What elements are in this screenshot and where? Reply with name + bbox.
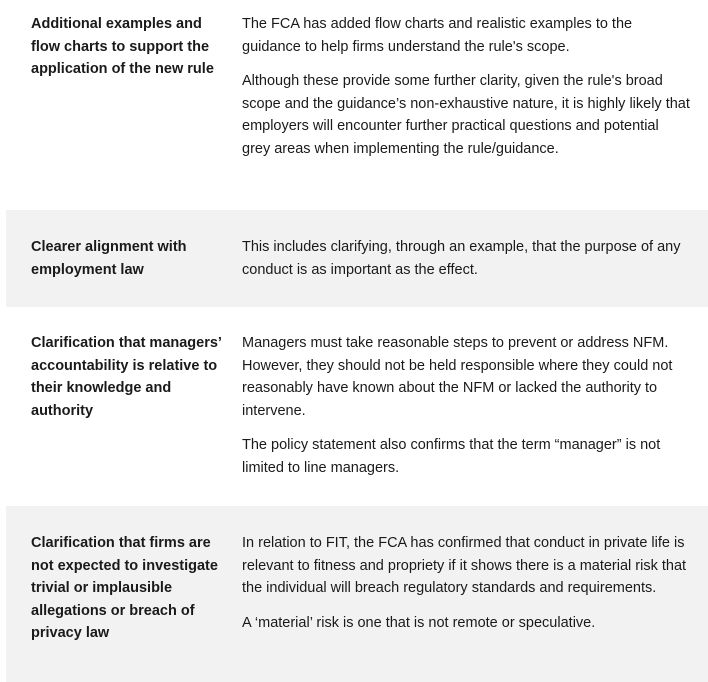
row-description — [242, 532, 708, 682]
row-heading: Clearer alignment with employment law — [31, 239, 187, 278]
description-paragraph: This includes clarifying, through an example, that the purpose of any conduct is as important as the effect. — [242, 239, 681, 278]
row-description — [242, 236, 708, 307]
row-heading: Additional examples and flow charts to support the application of the new rule — [31, 16, 214, 77]
table-row — [6, 506, 708, 682]
row-description — [242, 13, 708, 210]
description-paragraph: Although these provide some further clarity, given the rule's broad scope and the guidance’s non-exhaustive nature, it is highly likely that employers will encounter further practical questions and potential grey areas when implementing the rule/guidance. — [242, 73, 690, 157]
table-row — [6, 0, 708, 210]
description-paragraph: In relation to FIT, the FCA has confirmed that conduct in private life is relevant to fitness and propriety if it shows there is a material risk that the individual will breach regulatory standards and requirements. — [242, 535, 687, 596]
description-paragraph: Managers must take reasonable steps to prevent or address NFM. However, they should not be held responsible where they could not reasonably have known about the NFM or lacked the authority to intervene. — [242, 335, 673, 419]
table-row — [6, 210, 708, 307]
table-row — [6, 307, 708, 506]
row-description — [242, 332, 708, 506]
description-paragraph: The FCA has added flow charts and realistic examples to the guidance to help firms understand the rule's scope. — [242, 16, 633, 55]
row-heading: Clarification that firms are not expected to investigate trivial or implausible allegations or breach of privacy law — [31, 535, 218, 641]
row-heading: Clarification that managers’ accountability is relative to their knowledge and authority — [31, 335, 222, 419]
description-paragraph: A ‘material’ risk is one that is not remote or speculative. — [242, 614, 596, 631]
description-paragraph: The policy statement also confirms that the term “manager” is not limited to line managers. — [242, 437, 661, 476]
guidance-table — [6, 0, 708, 682]
